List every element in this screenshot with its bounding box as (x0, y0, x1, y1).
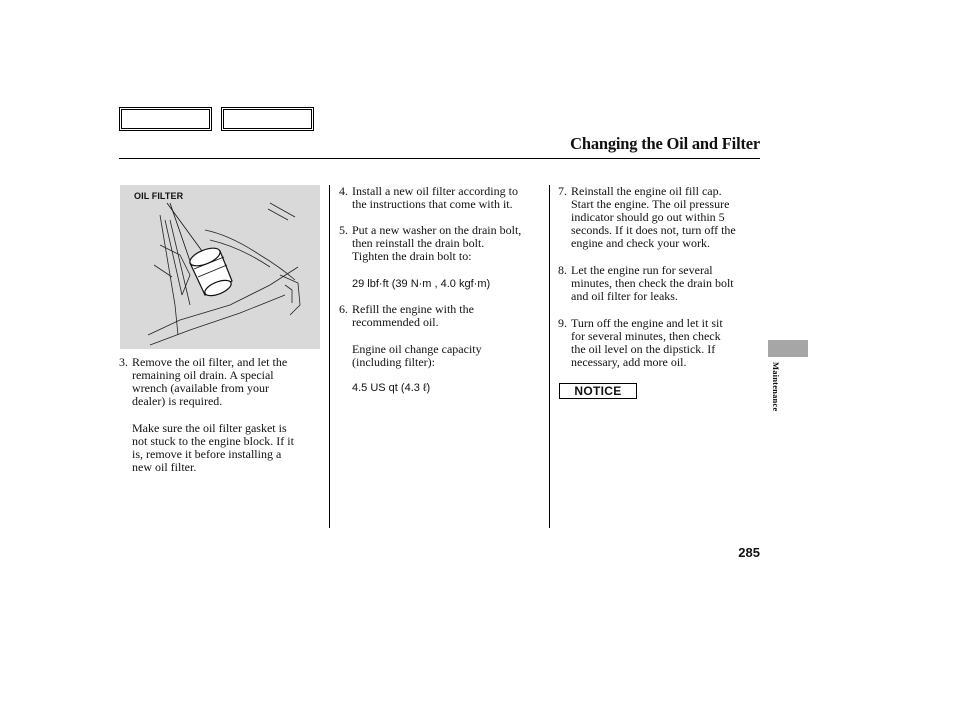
oil-filter-illustration (120, 185, 320, 349)
step-number: 3. (119, 355, 128, 369)
step-text: Put a new washer on the drain bolt, then reinstall the drain bolt. Tighten the drain bolt to: (352, 223, 522, 263)
torque-spec: 29 lbf·ft (39 N·m , 4.0 kgf·m) (352, 278, 491, 290)
page-title: Changing the Oil and Filter (570, 134, 760, 153)
step-number: 9. (558, 316, 567, 330)
title-rule (119, 158, 760, 159)
page-number: 285 (738, 545, 760, 560)
oil-capacity-spec: 4.5 US qt (4.3 ℓ) (352, 382, 431, 394)
notice-box: NOTICE (559, 383, 637, 399)
column-divider (549, 185, 550, 528)
step-note-text: Make sure the oil filter gasket is not stuck to the engine block. If it is, remove it before installing a new oil filter. (132, 421, 294, 474)
step-text: Reinstall the engine oil fill cap. Start the engine. The oil pressure indicator should go out within 5 seconds. If it does not, turn off the engine and check your work. (571, 184, 736, 250)
figure-label: OIL FILTER (134, 191, 184, 201)
step-note-text: Engine oil change capacity (including filter): (352, 342, 482, 369)
section-tab-label: Maintenance (771, 362, 781, 412)
step-number: 5. (339, 223, 348, 237)
nav-button-contents[interactable] (119, 107, 212, 131)
nav-button-index[interactable] (221, 107, 314, 131)
step-text: Let the engine run for several minutes, then check the drain bolt and oil filter for leaks. (571, 263, 734, 303)
step-text: Refill the engine with the recommended oil. (352, 302, 474, 329)
step-text: Remove the oil filter, and let the remaining oil drain. A special wrench (available from your dealer) is required. (132, 355, 288, 408)
step-number: 4. (339, 184, 348, 198)
oil-filter-drawing (120, 185, 320, 349)
step-number: 8. (558, 263, 567, 277)
step-text: Turn off the engine and let it sit for several minutes, then check the oil level on the dipstick. If necessary, add more oil. (571, 316, 723, 369)
step-number: 7. (558, 184, 567, 198)
step-text: Install a new oil filter according to the instructions that come with it. (352, 184, 518, 211)
section-tab[interactable] (768, 340, 808, 357)
column-divider (329, 185, 330, 528)
step-number: 6. (339, 302, 348, 316)
